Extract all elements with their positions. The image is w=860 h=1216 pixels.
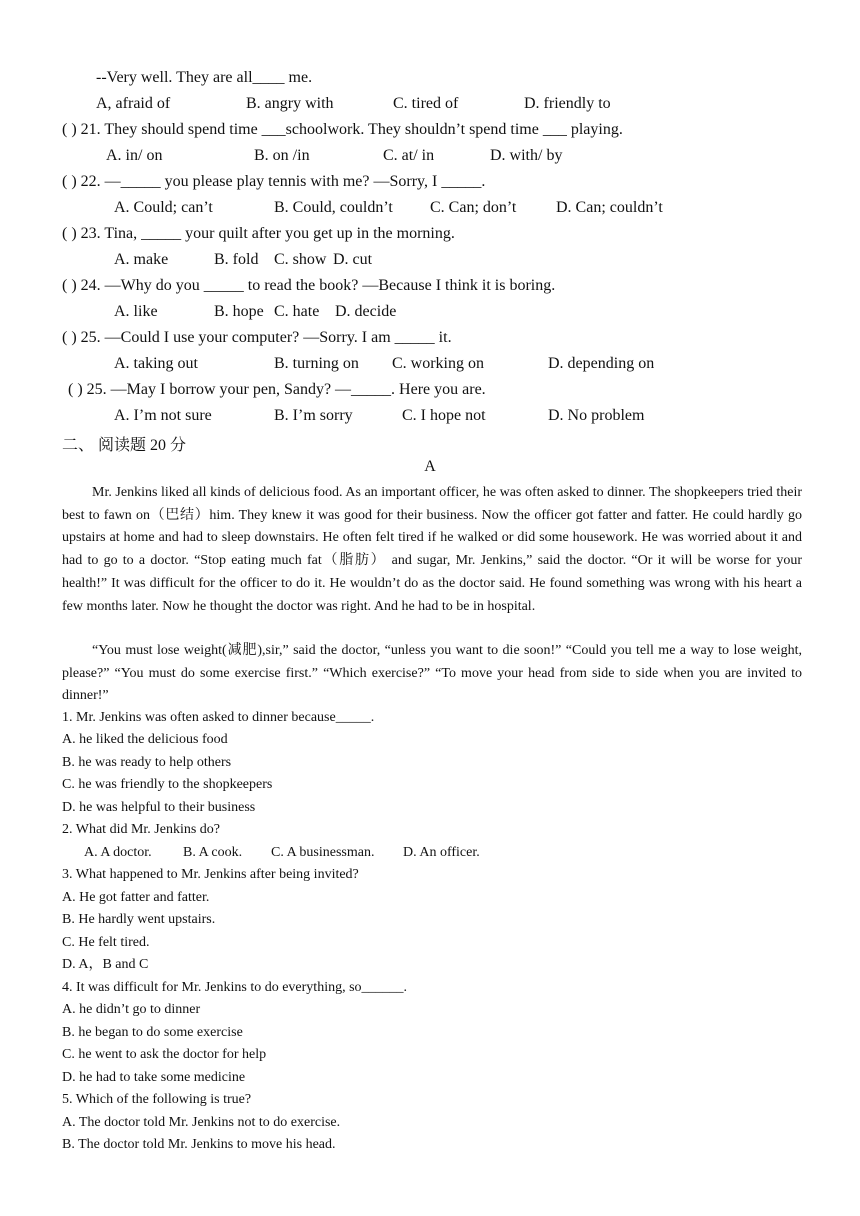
reading-q5-stem: 5. Which of the following is true? (62, 1092, 252, 1107)
prev-option-b: B. angry with (246, 95, 334, 112)
q22-option-a: A. Could; can’t (114, 199, 213, 216)
reading-q3-option-a: A. He got fatter and fatter. (62, 890, 210, 905)
reading-q2-option-a: A. A doctor. (84, 845, 152, 860)
section-title: 二、 阅读题 20 分 (62, 437, 187, 454)
q24-option-b: B. hope (214, 303, 264, 320)
question-21: ( ) 21. They should spend time ___schoolwork. They shouldn’t spend time ___ playing. (62, 121, 623, 138)
reading-q1-option-a: A. he liked the delicious food (62, 732, 228, 747)
reading-q4-option-c: C. he went to ask the doctor for help (62, 1047, 267, 1062)
prev-option-c: C. tired of (393, 95, 459, 112)
q21-option-c: C. at/ in (383, 147, 435, 164)
reading-q5-option-a: A. The doctor told Mr. Jenkins not to do exercise. (62, 1115, 341, 1130)
reading-q1-option-d: D. he was helpful to their business (62, 800, 256, 815)
reading-q3-option-c: C. He felt tired. (62, 935, 150, 950)
reading-q4-option-a: A. he didn’t go to dinner (62, 1002, 201, 1017)
reading-q1-option-b: B. he was ready to help others (62, 755, 232, 770)
q25-option-c: C. working on (392, 355, 484, 372)
passage-label: A (424, 458, 436, 475)
question-24: ( ) 24. —Why do you _____ to read the book? —Because I think it is boring. (62, 277, 556, 294)
reading-q1-option-c: C. he was friendly to the shopkeepers (62, 777, 273, 792)
question-23: ( ) 23. Tina, _____ your quilt after you get up in the morning. (62, 225, 455, 242)
q21-option-d: D. with/ by (490, 147, 563, 164)
q23-option-a: A. make (114, 251, 169, 268)
q22-option-d: D. Can; couldn’t (556, 199, 663, 216)
reading-q4-option-b: B. he began to do some exercise (62, 1025, 243, 1040)
q21-option-b: B. on /in (254, 147, 310, 164)
passage-paragraph-1: Mr. Jenkins liked all kinds of delicious food. As an important officer, he was often asked to dinner. The shopkeepers tried their best to fawn on（巴结）him. They knew it was good for their business. Now the officer got fatter and fatter. He could hardly go upstairs at home and had to sleep downstairs. He often felt tired if he walked or did some housework. He was worried about it and had to go to a doctor. “Stop eating much fat（脂肪） and sugar, Mr. Jenkins,” said the doctor. “Or it will be worse for your health!” It was difficult for the officer to do it. He wouldn’t do as the doctor said. He found something was wrong with his heart a few months later. Now he thought the doctor was right. And he had to be in hospital. (62, 485, 802, 614)
reading-q2-option-b: B. A cook. (183, 845, 243, 860)
passage-paragraph-2: “You must lose weight(减肥),sir,” said the doctor, “unless you want to die soon!” “Could you tell me a way to lose weight, please?” “You must do some exercise first.” “Which exercise?” “To move your head from side to side when you are invited to dinner!” (62, 643, 802, 704)
q25-option-a: A. taking out (114, 355, 198, 372)
q24-option-a: A. like (114, 303, 158, 320)
q25b-option-c: C. I hope not (402, 407, 486, 424)
q23-option-d: D. cut (333, 251, 373, 268)
reading-q2-option-c: C. A businessman. (271, 845, 375, 860)
reading-q1-stem: 1. Mr. Jenkins was often asked to dinner because_____. (62, 710, 375, 725)
prev-option-d: D. friendly to (524, 95, 611, 112)
prev-question-line: --Very well. They are all____ me. (96, 69, 313, 86)
reading-q5-option-b: B. The doctor told Mr. Jenkins to move his head. (62, 1137, 336, 1152)
q23-option-c: C. show (274, 251, 327, 268)
q21-option-a: A. in/ on (106, 147, 163, 164)
q25b-option-a: A. I’m not sure (114, 407, 212, 424)
reading-q2-option-d: D. An officer. (403, 845, 480, 860)
q23-option-b: B. fold (214, 251, 259, 268)
reading-q4-stem: 4. It was difficult for Mr. Jenkins to do everything, so______. (62, 980, 408, 995)
q24-option-d: D. decide (335, 303, 397, 320)
reading-q4-option-d: D. he had to take some medicine (62, 1070, 246, 1085)
reading-q3-option-b: B. He hardly went upstairs. (62, 912, 216, 927)
q25-option-b: B. turning on (274, 355, 359, 372)
question-25b: ( ) 25. —May I borrow your pen, Sandy? —_____. Here you are. (68, 381, 486, 398)
q25-option-d: D. depending on (548, 355, 655, 372)
question-22: ( ) 22. —_____ you please play tennis with me? —Sorry, I _____. (62, 173, 486, 190)
reading-q3-option-d: D. A，B and C (62, 957, 149, 972)
q22-option-b: B. Could, couldn’t (274, 199, 393, 216)
q25b-option-d: D. No problem (548, 407, 645, 424)
question-25: ( ) 25. —Could I use your computer? —Sorry. I am _____ it. (62, 329, 452, 346)
reading-q3-stem: 3. What happened to Mr. Jenkins after being invited? (62, 867, 359, 882)
prev-option-a: A, afraid of (96, 95, 171, 112)
q22-option-c: C. Can; don’t (430, 199, 517, 216)
q25b-option-b: B. I’m sorry (274, 407, 353, 424)
q24-option-c: C. hate (274, 303, 320, 320)
reading-q2-stem: 2. What did Mr. Jenkins do? (62, 822, 221, 837)
